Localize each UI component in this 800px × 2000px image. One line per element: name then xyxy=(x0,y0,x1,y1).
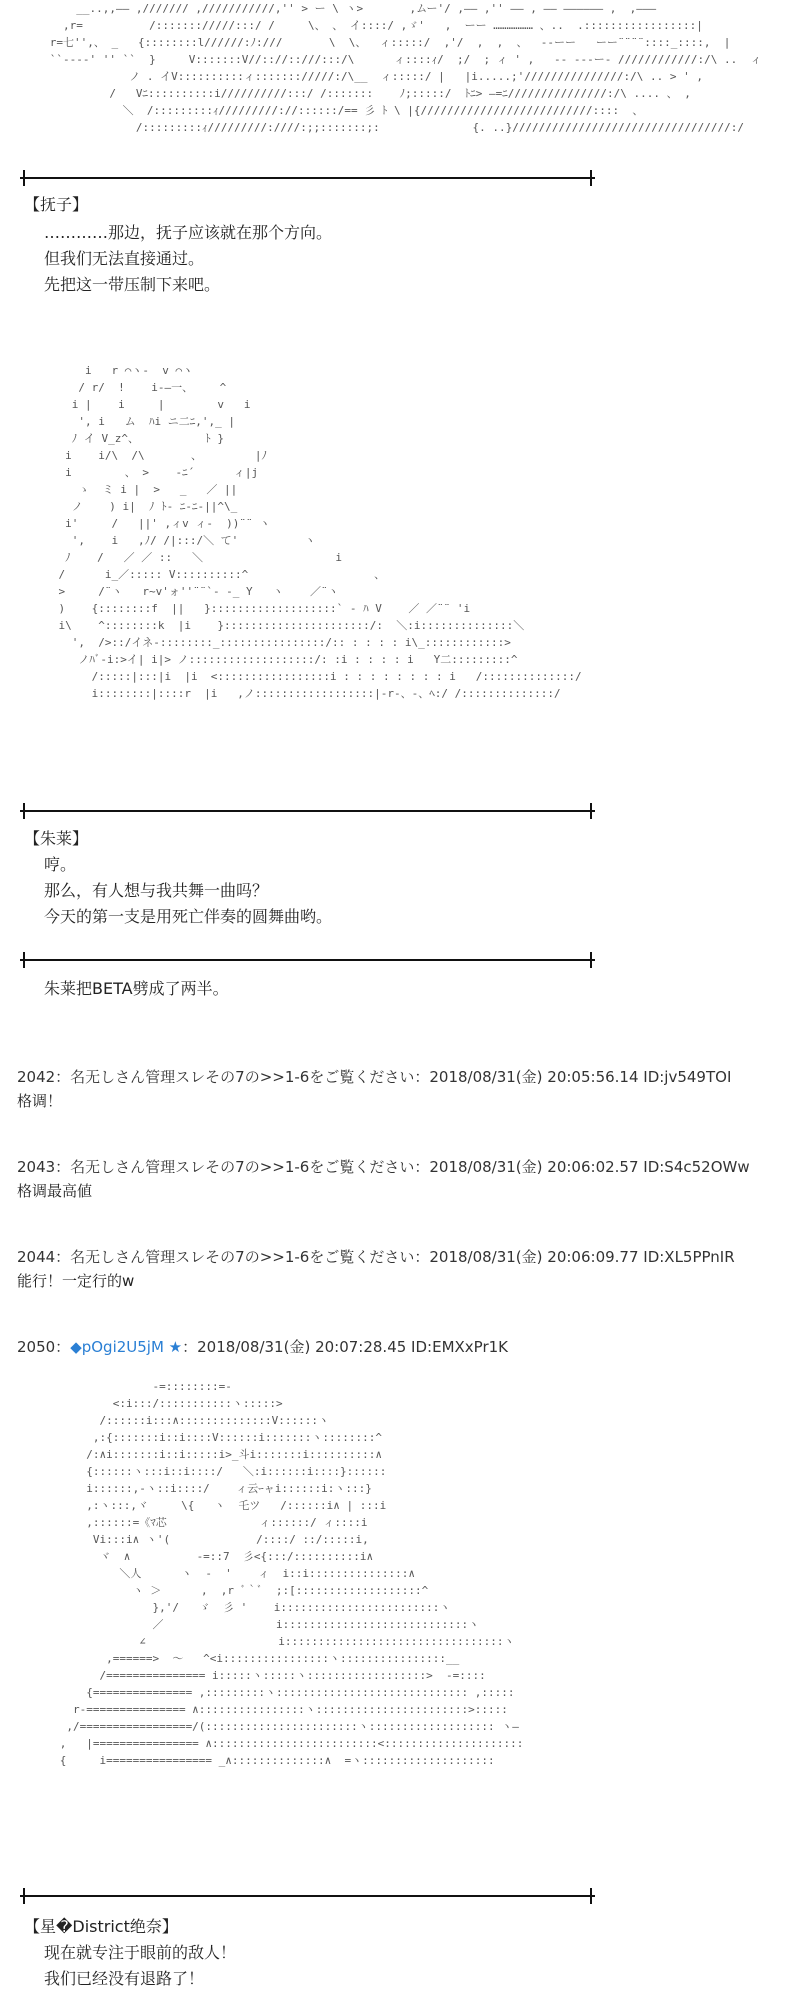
character-ascii-art: i r ⌒ヽ‐ v ⌒ヽ / r/ ! i‐―一、 ^ i | i | v i ', i ム ﾊi ニ二ﾆ,',_ | ﾉ イ V_z^、 ﾄ } i i/\ /\ 、 |ﾉ i 、 > ‐ﾆ´ ィ|j ゝ ミ i | > _ ／ || ノ ) i| ﾉ ﾄ‐ ﾆ‐ﾆ‐||^\_ i' / ||' ,ィv ィ‐ ))¨¨ ヽ ', i ,ﾉ/ /|:::/＼ て' ヽ ﾉ / ／ ／ :: ＼ i / i_／::::: V::::::::::^ 、 > /¨ヽ r~v'ォ''¨¨`‐ ‐_ Y ヽ ／¨ヽ ) {::::::::f || }:::::::::::::::::::` ‐ ﾊ V ／ ／¨¨ 'i i\ ^::::::::k |i }::::::::::::::::::::::/: ＼:i::::::::::::::＼ ', />::/イネ‐::::::::_::::::::::::::::/:: : : : : i\_::::::::::::> ノﾊﾞ‐i:>イ| i|> ノ:::::::::::::::::::/: :i : : : : i Y二:::::::::^ /:::::|:::|i |i <:::::::::::::::::i : : : : : : : : i /::::::::::::::/ i::::::::|::::r |i ,ノ::::::::::::::::::|‐r-、‐、ﾍ:/ /::::::::::::::/ xyxy=(58,364,582,700)
post-tripcode-link[interactable]: ◆pOgi2U5jM ★ xyxy=(70,1338,183,1356)
separator xyxy=(20,1888,595,1904)
post-body: 格调最高値 xyxy=(17,1182,93,1200)
post-body: 能行！一定行的w xyxy=(17,1272,135,1290)
speaker-name: 【星�District绝奈】 xyxy=(24,1917,178,1936)
speaker-name: 【朱莱】 xyxy=(24,829,89,848)
post-meta: ：2018/08/31(金) 20:07:28.45 ID:EMXxPr1K xyxy=(182,1338,508,1356)
speaker-name: 【抚子】 xyxy=(24,195,89,214)
narration-line: 朱莱把BETA劈成了两半。 xyxy=(44,979,229,998)
separator xyxy=(20,803,595,819)
dialogue-line: …………那边，抚子应该就在那个方向。 xyxy=(44,223,333,242)
dialogue-line: 现在就专注于眼前的敌人！ xyxy=(44,1943,237,1962)
post-header: 2044：名无しさん管理スレその7の>>1-6をご覧ください：2018/08/31(金) 20:06:09.77 ID:XL5PPnIR xyxy=(17,1248,735,1266)
post-header: 2043：名无しさん管理スレその7の>>1-6をご覧ください：2018/08/31(金) 20:06:02.57 ID:S4c52OWw xyxy=(17,1158,750,1176)
post-header: 2042：名无しさん管理スレその7の>>1-6をご覧ください：2018/08/31(金) 20:05:56.14 ID:jv549TOI xyxy=(17,1068,732,1086)
dialogue-line: 那么，有人想与我共舞一曲吗？ xyxy=(44,881,269,900)
post-header xyxy=(17,1336,508,1357)
dialogue-line: 今天的第一支是用死亡伴奏的圆舞曲哟。 xyxy=(44,907,333,926)
dialogue-line: 哼。 xyxy=(44,855,77,874)
post-body: 格调！ xyxy=(17,1092,63,1110)
separator xyxy=(20,952,595,968)
character-ascii-art: -=::::::::=- <:i:::/:::::::::::ヽ:::::> /::::::i:::∧::::::::::::::V::::::ヽ ,:{:::::::i::i::::V::::::i:::::::ヽ::::::::^ /:∧i:::::::i::i:::::i>_斗i:::::::i::::::::::∧ {::::::ヽ:::i::i::::/ ＼:i::::::i::::}:::::: i::::::,-ヽ::i::::/ ィ云ｰャi::::::i:ヽ:::} ,:ヽ:::,ヾ \{ ヽ 乇ツ /::::::i∧ | :::i ,::::::=《ﾏ芯 ィ::::::/ ィ::::i Vi:::i∧ ヽ'( /::::/ ::/:::::i, ヾ ∧ -=::7 彡<{:::/::::::::::i∧ ＼人 ヽ ‐ ' ィ i::i:::::::::::::::∧ ヽ ＞ , ,r ﾞ｀ﾞ ;:[:::::::::::::::::::^ },'/ ゞ 彡 ' i::::::::::::::::::::::::ヽ ／ i::::::::::::::::::::::::::::ヽ ∠ i:::::::::::::::::::::::::::::::::ヽ ,======> ～ ^<i::::::::::::::::ヽ::::::::::::::::__ /=============== i:::::ヽ:::::ヽ::::::::::::::::::> -=:::: {=============== ,:::::::::ヽ::::::::::::::::::::::::::::: ,::::: r-=============== ∧::::::::::::::::ヽ:::::::::::::::::::::::>::::: ,/=================/(:::::::::::::::::::::::ヽ::::::::::::::::::: ヽ― , |================ ∧:::::::::::::::::::::::::<::::::::::::::::::::: { i================ _∧::::::::::::::∧ =ヽ:::::::::::::::::::: xyxy=(59,1380,524,1767)
separator xyxy=(20,170,595,186)
post-number: 2050： xyxy=(17,1338,71,1356)
top-ascii-art: __..,,―― ,/////// ,///////////,'' > ー \ ヽ> ,ムー'/ ,―― ,'' ―― , ―― ―――――― , ,――― ,r= /::::::://///:::/ / \、 、 イ::::/ ,ゞ' , ーー ……………… 、.. .:::::::::::::::::| r=七'',、 _ {::::::::l//////:ﾉ:/// \ \、 ィ:::::/ ,'/ , , 、 --ーー ーー¨¨¨¨::::_::::, | ``‐---' '' `` } V:::::::V//:://::///:::/\ ィ::::ｨ/ ;/ ; ィ ' , -- ‐--ー‐ ////////////:/\ .. ィ ノ . イV::::::::::ィ::::::://///:/\__ ィ:::::/ | |i.....;'///////////////:/\ .. > ' , / Vﾆ::::::::::i//////////:::/ /::::::: ﾉ;:::::/ ﾄﾆ> ―=ﾆ///////////////:/\ .... 、 , ＼ /:::::::::ｨ/////////://::::::/== 彡 ﾄ \ |{//////////////////////////:::: 、 /:::::::::ｨ/////////:////:;;:::::::;: {. ..}/////////////////////////////////:/ xyxy=(49,2,762,134)
dialogue-line: 但我们无法直接通过。 xyxy=(44,249,205,268)
dialogue-line: 我们已经没有退路了！ xyxy=(44,1969,205,1988)
dialogue-line: 先把这一带压制下来吧。 xyxy=(44,275,221,294)
